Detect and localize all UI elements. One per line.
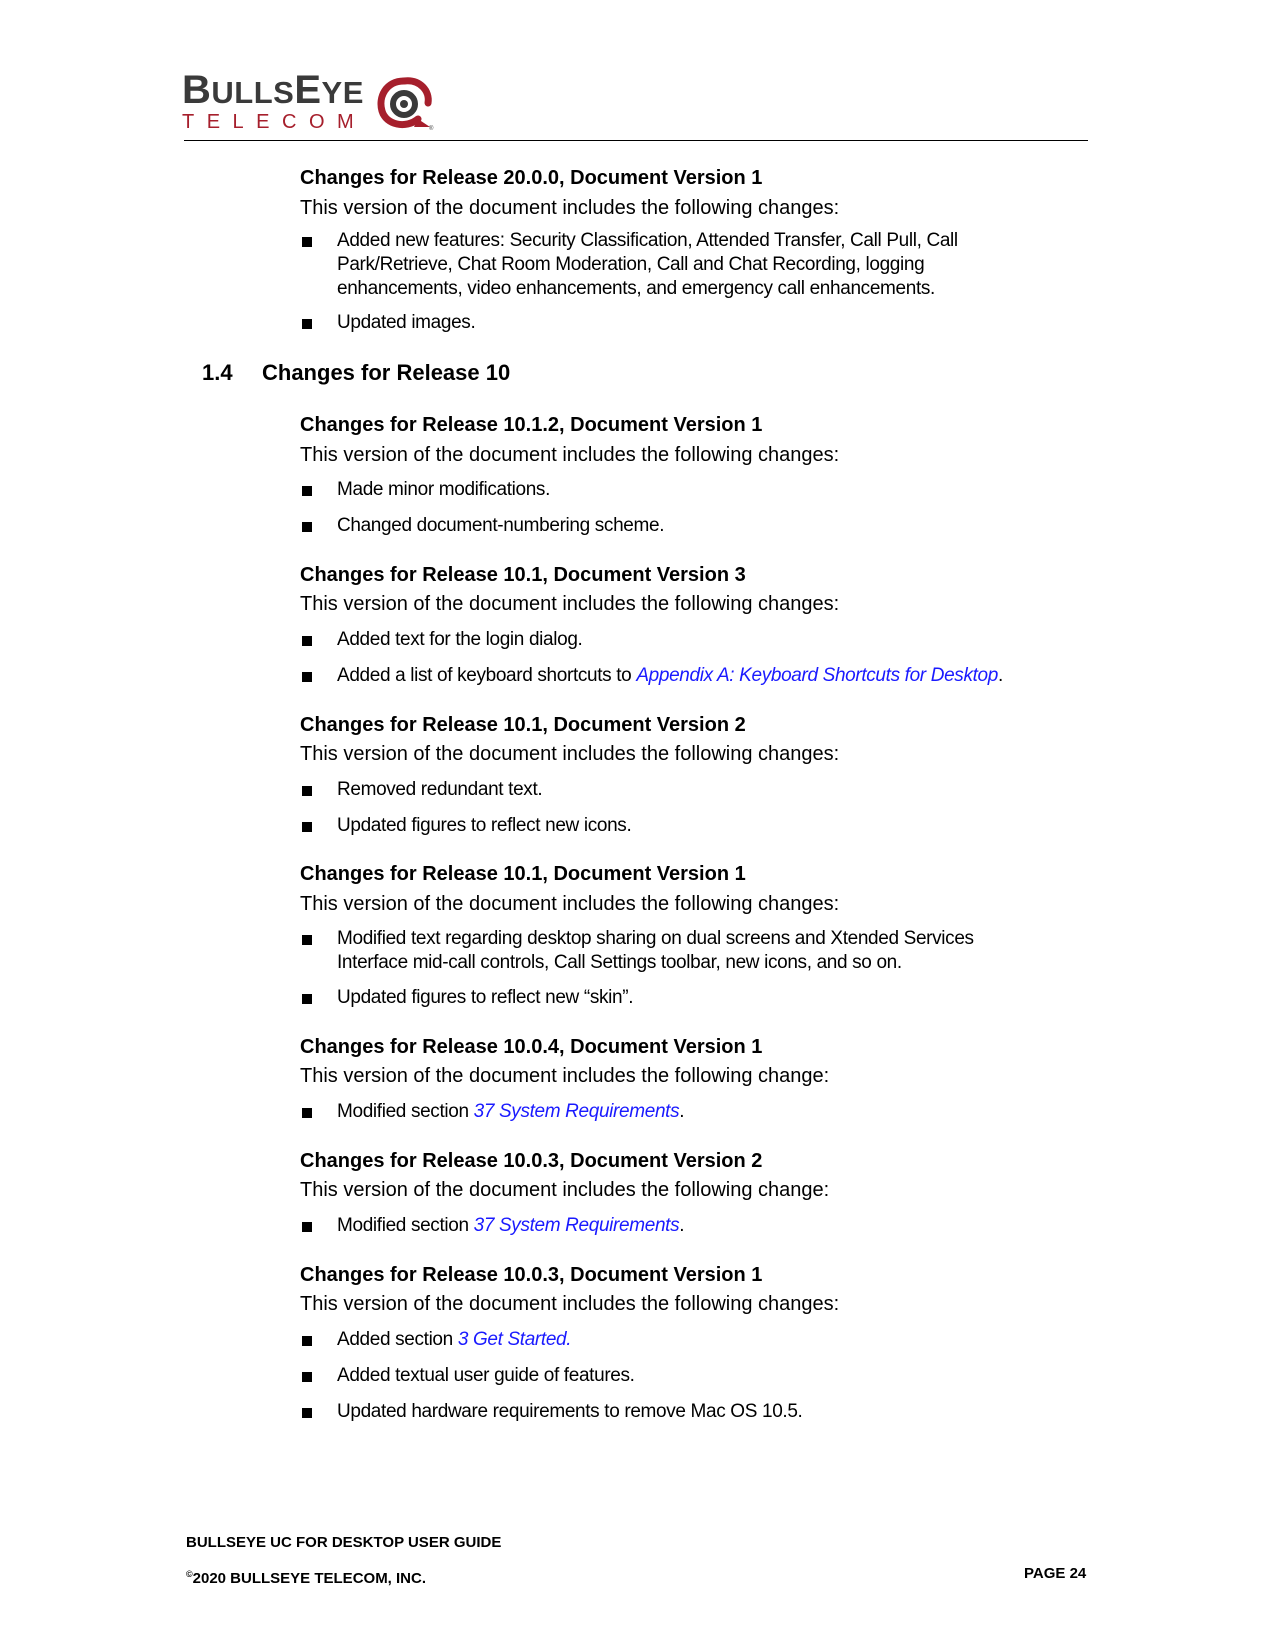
bullet-square-icon: [302, 522, 312, 532]
section-title: Changes for Release 10: [262, 360, 511, 385]
header-divider: [184, 140, 1088, 141]
footer-doc-title: BULLSEYE UC FOR DESKTOP USER GUIDE: [186, 1534, 502, 1551]
bullseye-icon: [374, 73, 434, 131]
bullet-square-icon: [302, 822, 312, 832]
link-system-requirements[interactable]: 37 System Requirements: [473, 1101, 680, 1122]
document-page: BULLSEYE TELECOM ® Changes for Release 20.0.0, Document Version 1 This version of the document includes the following changes: Added new features: Security Classification, Attended Transfer, Call Pull, Call Park/Retrieve, Chat Room Moderation, Call and Chat Recording, logging enhancements, video enhancements, and emergency call enhancements. Updated images. 1.4 Changes for Release 10 Changes for Release 10.1.2, Document Version 1 This version of the document includes the following changes: Made minor modifications. Changed document-numbering scheme. Changes for Release 10.1, Document Version 3 This version of the document includes the following changes: Added text for the login dialog. Added a list of keyboard shortcuts to Appendix A: Keyboard Shortcuts for Desktop. Changes for Release 10.1, Document Version 2 This version of the document includes the following changes: Removed redundant text. Updated figures to reflect new icons. Changes for Release 10.1, Document Version 1 This version of the document includes the following changes: Modified text regarding desktop sharing on dual screens and Xtended Services Interface mid-call controls, Call Settings toolbar, new icons, and so on. Updated figures to reflect new “skin”. Changes for Release 10.0.4, Document Version 1 This version of the document includes the following change: Modified section 37 System Requirements. Changes for Release 10.0.3, Document Version 2 This version of the document includes the following change: Modified section 37 System Requirements. Changes for Release 10.0.3, Document Version 1 This version of the document includes the following changes: Added section 3 Get Started. Added textual user guide of features. Updated hardware requirements to remove Mac OS 10.5. BULLSEYE UC FOR DESKTOP USER GUIDE ©2020 BULLSEYE TELECOM, INC. PAGE 24: [182, 68, 1087, 1587]
subheading-r1004: Changes for Release 10.0.4, Document Version 1: [300, 1036, 763, 1058]
subheading-r1012: Changes for Release 10.1.2, Document Version 1: [300, 414, 763, 436]
intro-r101v2: This version of the document includes the following changes:: [300, 743, 840, 765]
svg-text:®: ®: [429, 126, 434, 131]
bullet-square-icon: [302, 636, 312, 646]
intro-r1003v2: This version of the document includes the following change:: [300, 1179, 830, 1201]
subheading-r101v1: Changes for Release 10.1, Document Version 1: [300, 863, 746, 885]
link-get-started[interactable]: 3 Get Started.: [457, 1329, 572, 1350]
subheading-r101v3: Changes for Release 10.1, Document Version 3: [300, 564, 746, 586]
intro-r101v3: This version of the document includes the following changes:: [300, 593, 840, 615]
bullet-square-icon: [302, 486, 312, 496]
bullet-square-icon: [302, 1336, 312, 1346]
intro-r1004: This version of the document includes the following change:: [300, 1065, 830, 1087]
bullet-square-icon: [302, 1372, 312, 1382]
footer-copyright: ©2020 BULLSEYE TELECOM, INC.: [186, 1569, 427, 1587]
link-appendix-a[interactable]: Appendix A: Keyboard Shortcuts for Desktop: [636, 665, 998, 686]
section-heading: [202, 360, 510, 386]
bullet-square-icon: [302, 935, 312, 945]
logo-subtitle: TELECOM: [182, 111, 367, 133]
subheading-r101v2: Changes for Release 10.1, Document Version 2: [300, 714, 746, 736]
subheading-r1003v2: Changes for Release 10.0.3, Document Version 2: [300, 1150, 763, 1172]
bullet-square-icon: [302, 1408, 312, 1418]
intro-r101v1: This version of the document includes the following changes:: [300, 893, 840, 915]
bullet-square-icon: [302, 786, 312, 796]
logo-wordmark: BULLSEYE: [182, 68, 364, 112]
intro-r1003v1: This version of the document includes the following changes:: [300, 1293, 840, 1315]
intro-r20: This version of the document includes the following changes:: [300, 197, 840, 219]
link-system-requirements[interactable]: 37 System Requirements: [473, 1215, 680, 1236]
bullet-square-icon: [302, 237, 312, 247]
subheading-r20: Changes for Release 20.0.0, Document Version 1: [300, 167, 763, 189]
bullet-square-icon: [302, 994, 312, 1004]
bullseye-telecom-logo: [182, 70, 442, 134]
page-number: PAGE 24: [1024, 1565, 1087, 1582]
bullet-square-icon: [302, 319, 312, 329]
intro-r1012: This version of the document includes the following changes:: [300, 444, 840, 466]
section-number: 1.4: [202, 360, 233, 385]
bullet-square-icon: [302, 1108, 312, 1118]
subheading-r1003v1: Changes for Release 10.0.3, Document Version 1: [300, 1264, 763, 1286]
bullet-square-icon: [302, 1222, 312, 1232]
bullet-square-icon: [302, 672, 312, 682]
